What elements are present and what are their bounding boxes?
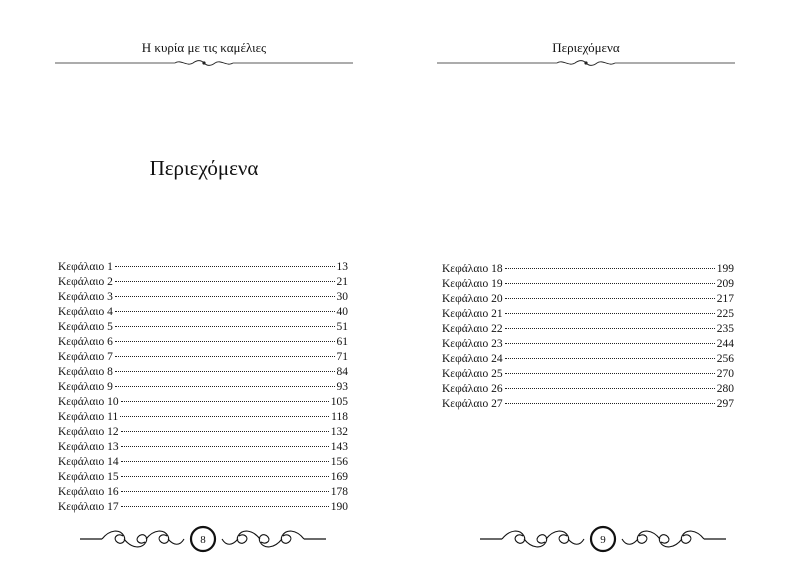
toc-entry-page: 71 [336,351,348,363]
page-number: 9 [600,534,606,546]
toc-entry-page: 30 [336,291,348,303]
toc-entry-page: 156 [330,456,348,468]
toc-entry-label: Κεφάλαιο 25 [442,368,503,380]
footer-ornament-icon [80,524,326,554]
toc-entry-label: Κεφάλαιο 11 [58,411,119,423]
toc-entry-page: 143 [330,441,348,453]
toc-entry-page: 61 [336,336,348,348]
dot-leader [505,403,715,404]
toc-entry [442,322,734,337]
dot-leader [115,311,335,312]
toc-entry-label: Κεφάλαιο 1 [58,261,113,273]
toc-entry-label: Κεφάλαιο 27 [442,398,503,410]
header-rule-flourish-icon [437,58,735,68]
toc-entry-label: Κεφάλαιο 7 [58,351,113,363]
toc-entry-label: Κεφάλαιο 24 [442,353,503,365]
dot-leader [121,446,329,447]
dot-leader [115,281,335,282]
toc-entry [58,380,348,395]
toc-entry [58,440,348,455]
dot-leader [505,388,715,389]
toc-entry-page: 235 [716,323,734,335]
toc-entry-page: 190 [330,501,348,513]
toc-entry-page: 225 [716,308,734,320]
dot-leader [505,313,715,314]
dot-leader [115,386,335,387]
toc-entry-page: 297 [716,398,734,410]
toc-entry-page: 169 [330,471,348,483]
toc-entry-label: Κεφάλαιο 10 [58,396,119,408]
dot-leader [121,401,329,402]
dot-leader [121,461,329,462]
toc-entry-page: 84 [336,366,348,378]
toc-entry [442,397,734,412]
running-head: Περιεχόμενα [552,40,620,55]
toc-entry [58,350,348,365]
toc-entry [58,305,348,320]
toc-entry-label: Κεφάλαιο 3 [58,291,113,303]
header-rule-flourish-icon [55,58,353,68]
dot-leader [121,431,329,432]
page-number: 8 [200,534,206,546]
dot-leader [115,326,335,327]
toc-entry [58,500,348,515]
toc-entry-label: Κεφάλαιο 17 [58,501,119,513]
dot-leader [121,506,329,507]
toc-entry [58,485,348,500]
toc-entry [58,260,348,275]
toc-entry-page: 105 [330,396,348,408]
toc-entry [58,365,348,380]
toc-entry-page: 209 [716,278,734,290]
toc-entry [442,337,734,352]
dot-leader [121,476,329,477]
toc-entry [442,277,734,292]
toc-entry [442,292,734,307]
toc-entry [58,455,348,470]
toc-entry [58,275,348,290]
toc-entry [442,367,734,382]
dot-leader [115,371,335,372]
toc-entry-label: Κεφάλαιο 20 [442,293,503,305]
dot-leader [505,358,715,359]
toc-entry-label: Κεφάλαιο 23 [442,338,503,350]
toc-entry [58,395,348,410]
toc-entry-page: 256 [716,353,734,365]
toc-entry-label: Κεφάλαιο 13 [58,441,119,453]
toc-entry-label: Κεφάλαιο 19 [442,278,503,290]
toc-entry-page: 244 [716,338,734,350]
dot-leader [115,341,335,342]
toc-entry-page: 40 [336,306,348,318]
toc-entry [58,470,348,485]
toc-entry [442,352,734,367]
dot-leader [505,268,715,269]
toc-list [58,260,348,515]
dot-leader [505,328,715,329]
dot-leader [115,266,335,267]
toc-entry-page: 132 [330,426,348,438]
toc-entry-page: 217 [716,293,734,305]
toc-entry-page: 93 [336,381,348,393]
toc-entry [442,262,734,277]
toc-entry-label: Κεφάλαιο 21 [442,308,503,320]
toc-entry-page: 51 [336,321,348,333]
toc-entry-page: 21 [336,276,348,288]
toc-entry [58,410,348,425]
toc-entry-page: 178 [330,486,348,498]
toc-entry-label: Κεφάλαιο 9 [58,381,113,393]
page-title: Περιεχόμενα [149,156,259,180]
toc-entry [442,382,734,397]
running-head: Η κυρία με τις καμέλιες [141,40,267,55]
toc-entry [442,307,734,322]
toc-entry [58,290,348,305]
toc-list [442,262,734,412]
toc-entry-label: Κεφάλαιο 16 [58,486,119,498]
toc-entry-page: 270 [716,368,734,380]
dot-leader [505,373,715,374]
toc-entry-page: 280 [716,383,734,395]
toc-entry-label: Κεφάλαιο 8 [58,366,113,378]
toc-entry [58,425,348,440]
footer-ornament-icon [480,524,726,554]
toc-entry-label: Κεφάλαιο 26 [442,383,503,395]
dot-leader [505,343,715,344]
toc-entry [58,335,348,350]
toc-entry [58,320,348,335]
toc-entry-page: 13 [336,261,348,273]
toc-entry-page: 118 [331,411,348,423]
dot-leader [505,283,715,284]
dot-leader [115,296,335,297]
toc-entry-label: Κεφάλαιο 5 [58,321,113,333]
toc-entry-label: Κεφάλαιο 6 [58,336,113,348]
toc-entry-page: 199 [716,263,734,275]
dot-leader [505,298,715,299]
toc-entry-label: Κεφάλαιο 15 [58,471,119,483]
right-page [397,0,794,584]
toc-entry-label: Κεφάλαιο 4 [58,306,113,318]
toc-entry-label: Κεφάλαιο 14 [58,456,119,468]
toc-entry-label: Κεφάλαιο 12 [58,426,119,438]
toc-entry-label: Κεφάλαιο 18 [442,263,503,275]
dot-leader [120,416,329,417]
toc-entry-label: Κεφάλαιο 2 [58,276,113,288]
dot-leader [115,356,335,357]
toc-entry-label: Κεφάλαιο 22 [442,323,503,335]
dot-leader [121,491,329,492]
